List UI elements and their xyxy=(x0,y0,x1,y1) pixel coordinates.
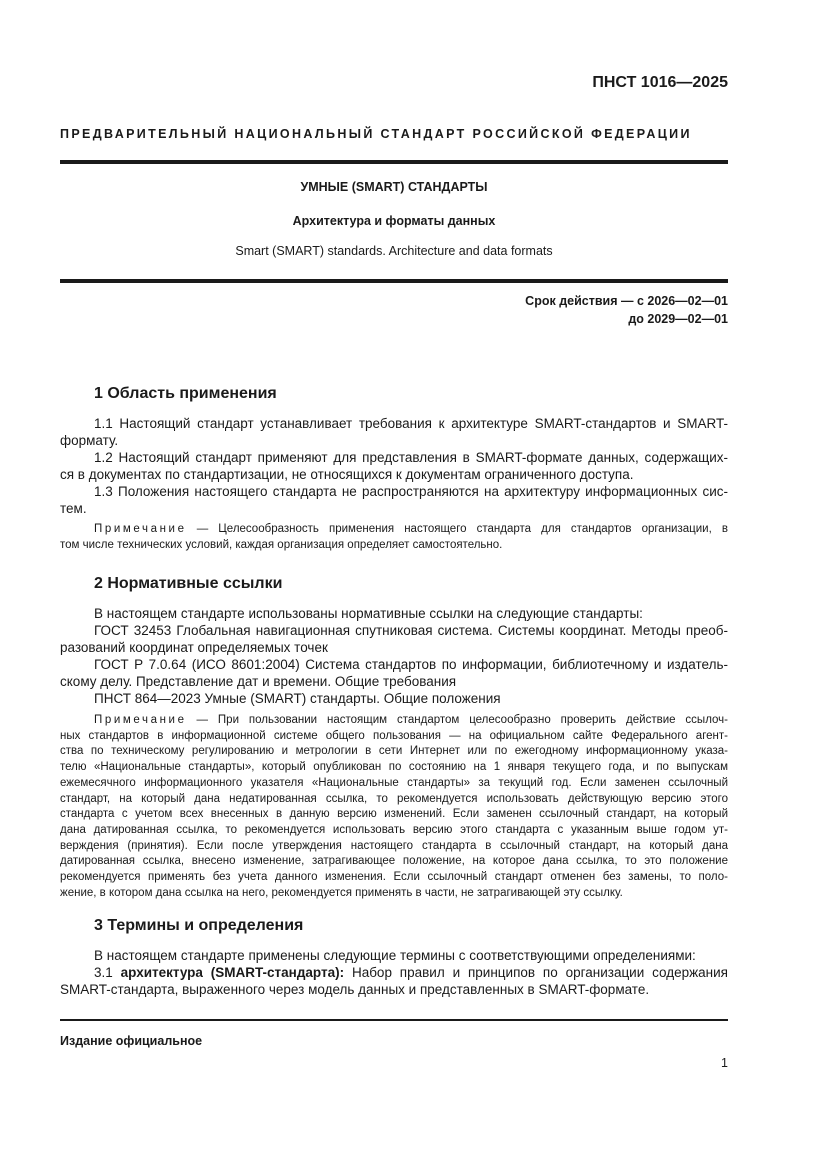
section-1-body xyxy=(60,415,728,517)
clause-1-3-line-2: тем. xyxy=(60,501,87,516)
validity-period xyxy=(525,292,728,328)
note-2-line-3: ства по техническому регулированию и метрологии в сети Интернет или по ежегодному информационному указа- xyxy=(60,745,728,758)
reference-1-line-1: ГОСТ 32453 Глобальная навигационная спутниковая система. Системы координат. Методы преоб- xyxy=(94,623,728,638)
note-2-line-11: рекомендуется применять без учета данного изменения. Если ссылочный стандарт отменен без замены, то поло- xyxy=(60,871,728,884)
note-text: — При пользовании настоящим стандартом целесообразно проверить действие ссылоч- xyxy=(186,714,728,726)
reference-1-line-2: разований координат определяемых точек xyxy=(60,640,328,655)
note-label: Примечание xyxy=(94,523,187,535)
clause-1-2-line-1: 1.2 Настоящий стандарт применяют для представления в SMART-формате данных, содержащих- xyxy=(94,450,728,465)
clause-1-1-line-1: 1.1 Настоящий стандарт устанавливает требования к архитектуре SMART-стандартов и SMART- xyxy=(94,416,728,431)
main-title: ПРЕДВАРИТЕЛЬНЫЙ НАЦИОНАЛЬНЫЙ СТАНДАРТ РОССИЙСКОЙ ФЕДЕРАЦИИ xyxy=(60,127,692,141)
term-number: 3.1 xyxy=(94,965,121,980)
note-2-line-6: стандарт, на который дана недатированная ссылка, то рекомендуется использовать действующую версию этого xyxy=(60,792,728,805)
note-1-line-2: том числе технических условий, каждая организация определяет самостоятельно. xyxy=(60,538,503,551)
note-2-line-5: ежемесячного информационного указателя «Национальные стандарты» за текущий год. Если заменен ссылочный xyxy=(60,776,728,789)
note-2-line-9: верждения (принятия). Если после утверждения настоящего стандарта в ссылочный стандарт, на который дана xyxy=(60,839,728,852)
section-1-note xyxy=(60,522,728,553)
clause-1-3-line-1: 1.3 Положения настоящего стандарта не распространяются на архитектуру информационных сис- xyxy=(94,484,728,499)
validity-from: Срок действия — с 2026—02—01 xyxy=(525,294,728,308)
reference-2-line-2: скому делу. Представление дат и времени. Общие требования xyxy=(60,674,457,689)
note-1-line-1 xyxy=(60,522,728,538)
section-2-body xyxy=(60,605,728,707)
note-2-line-2: ных стандартов в информационной системе общего пользования — на официальном сайте Федерального агент- xyxy=(60,729,728,742)
page-number: 1 xyxy=(721,1056,728,1070)
note-2-line-8: дана датированная ссылка, то рекомендуется использовать версию этого стандарта с указанным выше годом ут- xyxy=(60,823,728,836)
term-3-1-line-1 xyxy=(60,964,728,981)
term-3-1-line-2: SMART-стандарта, выраженного через модель данных и представленных в SMART-формате. xyxy=(60,982,650,997)
standard-title: УМНЫЕ (SMART) СТАНДАРТЫ xyxy=(300,180,488,194)
terms-intro: В настоящем стандарте применены следующие термины с соответствующими определениями: xyxy=(94,948,696,963)
note-2-line-4: телю «Национальные стандарты», который опубликован по состоянию на 1 января текущего года, и по выпускам xyxy=(60,761,728,774)
clause-1-1-line-2: формату. xyxy=(60,433,119,448)
validity-to: до 2029—02—01 xyxy=(628,312,728,326)
term-definition: Набор правил и принципов по организации содержания xyxy=(344,965,728,980)
references-intro: В настоящем стандарте использованы нормативные ссылки на следующие стандарты: xyxy=(94,606,643,621)
edition-label: Издание официальное xyxy=(60,1034,203,1048)
section-2-note xyxy=(60,713,728,901)
note-2-line-1 xyxy=(60,713,728,729)
section-3-heading: 3 Термины и определения xyxy=(94,917,304,934)
term-name: архитектура (SMART-стандарта): xyxy=(120,965,345,980)
reference-2-line-1: ГОСТ Р 7.0.64 (ИСО 8601:2004) Система стандартов по информации, библиотечному и издатель- xyxy=(94,657,728,672)
note-2-line-10: датированная ссылка, внесено изменение, затрагивающее положение, на которое дана ссылка, то это положение xyxy=(60,855,728,868)
section-2-heading: 2 Нормативные ссылки xyxy=(94,575,283,592)
header-divider xyxy=(60,160,728,164)
standard-subtitle: Архитектура и форматы данных xyxy=(292,214,496,228)
section-1-heading: 1 Область применения xyxy=(94,385,277,402)
reference-3: ПНСТ 864—2023 Умные (SMART) стандарты. Общие положения xyxy=(94,691,501,706)
note-label: Примечание xyxy=(94,714,187,726)
clause-1-2-line-2: ся в документах по стандартизации, не относящихся к документам ограниченного доступа. xyxy=(60,467,634,482)
section-3-body xyxy=(60,947,728,998)
footer-divider xyxy=(60,1019,728,1021)
document-code: ПНСТ 1016—2025 xyxy=(592,74,728,91)
standard-title-en: Smart (SMART) standards. Architecture and data formats xyxy=(235,244,553,258)
note-2-line-12: жение, в котором дана ссылка на него, рекомендуется применять в части, не затрагивающей эту ссылку. xyxy=(60,886,623,899)
note-2-line-7: стандарта с учетом всех внесенных в данную версию изменений. Если заменен ссылочный стандарт, на который xyxy=(60,808,728,821)
note-text: — Целесообразность применения настоящего стандарта для стандартов организации, в xyxy=(186,523,728,535)
title-divider xyxy=(60,279,728,283)
